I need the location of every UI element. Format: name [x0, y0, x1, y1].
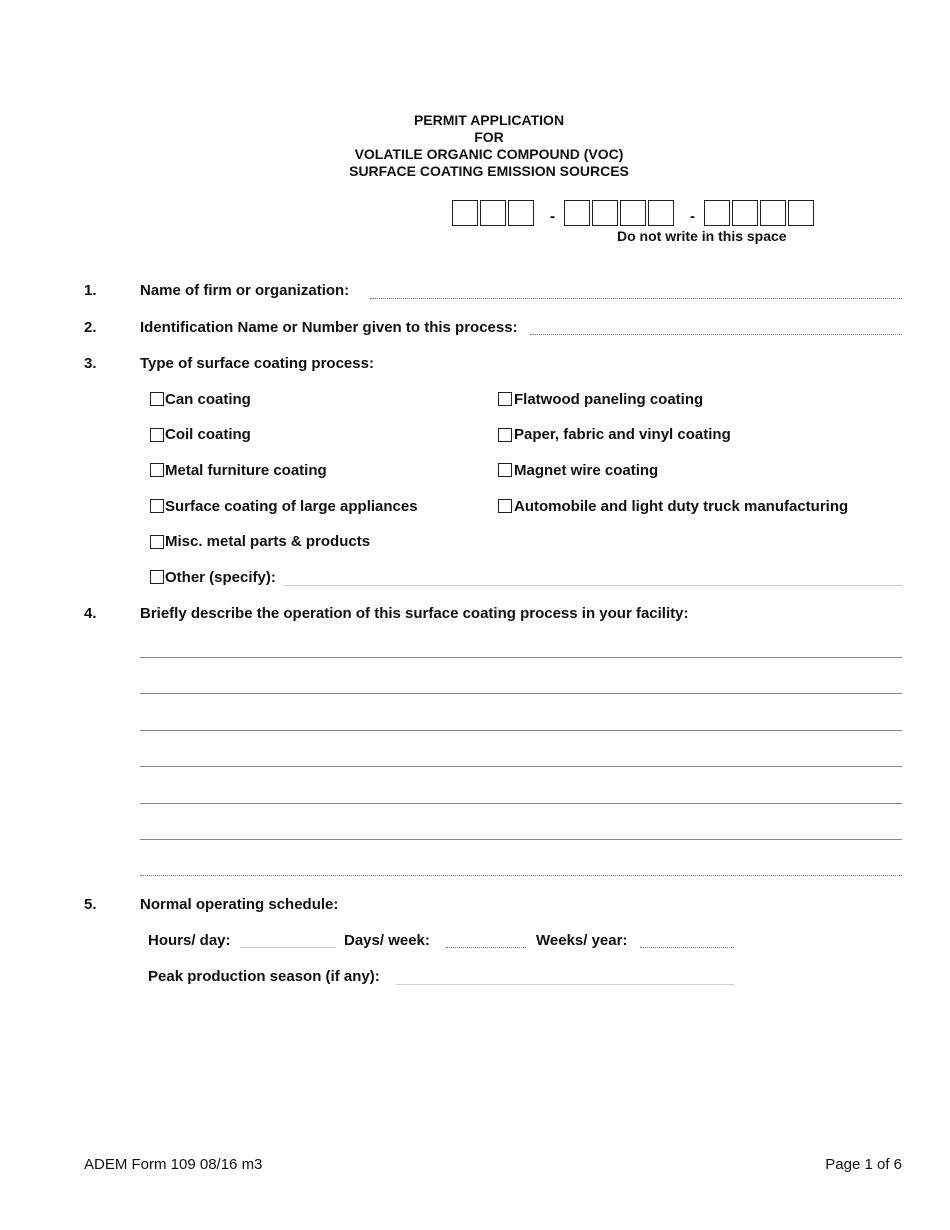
- metal-furniture-checkbox[interactable]: [150, 463, 164, 477]
- q4-number: 4.: [84, 605, 97, 622]
- form-id: ADEM Form 109 08/16 m3: [84, 1156, 263, 1173]
- misc-metal-checkbox[interactable]: [150, 535, 164, 549]
- description-line[interactable]: [140, 803, 902, 804]
- description-line[interactable]: [140, 875, 902, 876]
- other-specify-field[interactable]: [284, 585, 902, 586]
- title-line-2: FOR: [474, 129, 504, 145]
- office-box[interactable]: [732, 200, 758, 226]
- q2-label: Identification Name or Number given to this process:: [140, 319, 518, 336]
- weeks-per-year-field[interactable]: [640, 947, 734, 948]
- flatwood-label: Flatwood paneling coating: [514, 391, 704, 408]
- office-box[interactable]: [648, 200, 674, 226]
- q5-number: 5.: [84, 896, 97, 913]
- office-box[interactable]: [592, 200, 618, 226]
- description-line[interactable]: [140, 730, 902, 731]
- office-box[interactable]: [508, 200, 534, 226]
- days-per-week-label: Days/ week:: [344, 932, 430, 949]
- large-appliances-label: Surface coating of large appliances: [165, 498, 418, 515]
- q2-number: 2.: [84, 319, 97, 336]
- process-id-field[interactable]: [530, 334, 902, 335]
- office-use-note: Do not write in this space: [617, 228, 787, 244]
- other-label: Other (specify):: [165, 569, 276, 586]
- magnet-wire-checkbox[interactable]: [498, 463, 512, 477]
- office-box[interactable]: [788, 200, 814, 226]
- large-appliances-checkbox[interactable]: [150, 499, 164, 513]
- metal-furniture-label: Metal furniture coating: [165, 462, 327, 479]
- description-line[interactable]: [140, 693, 902, 694]
- q1-number: 1.: [84, 282, 97, 299]
- other-checkbox[interactable]: [150, 570, 164, 584]
- automobile-checkbox[interactable]: [498, 499, 512, 513]
- q5-label: Normal operating schedule:: [140, 896, 339, 913]
- office-box[interactable]: [760, 200, 786, 226]
- q3-number: 3.: [84, 355, 97, 372]
- office-box[interactable]: [480, 200, 506, 226]
- hours-per-day-label: Hours/ day:: [148, 932, 231, 949]
- title-line-4: SURFACE COATING EMISSION SOURCES: [349, 163, 629, 179]
- office-box[interactable]: [564, 200, 590, 226]
- description-line[interactable]: [140, 657, 902, 658]
- days-per-week-field[interactable]: [446, 947, 526, 948]
- office-separator: -: [690, 208, 695, 225]
- flatwood-checkbox[interactable]: [498, 392, 512, 406]
- peak-season-label: Peak production season (if any):: [148, 968, 380, 985]
- magnet-wire-label: Magnet wire coating: [514, 462, 659, 479]
- paper-fabric-vinyl-label: Paper, fabric and vinyl coating: [514, 426, 731, 443]
- automobile-label: Automobile and light duty truck manufacturing: [514, 498, 849, 515]
- coil-coating-checkbox[interactable]: [150, 428, 164, 442]
- title-line-3: VOLATILE ORGANIC COMPOUND (VOC): [354, 146, 624, 162]
- firm-name-field[interactable]: [370, 298, 902, 299]
- description-line[interactable]: [140, 839, 902, 840]
- page-number: Page 1 of 6: [825, 1156, 902, 1173]
- misc-metal-label: Misc. metal parts & products: [165, 533, 371, 550]
- office-separator: -: [550, 208, 555, 225]
- q4-label: Briefly describe the operation of this surface coating process in your facility:: [140, 605, 689, 622]
- paper-fabric-vinyl-checkbox[interactable]: [498, 428, 512, 442]
- office-box[interactable]: [704, 200, 730, 226]
- office-box[interactable]: [452, 200, 478, 226]
- q1-label: Name of firm or organization:: [140, 282, 350, 299]
- weeks-per-year-label: Weeks/ year:: [536, 932, 628, 949]
- can-coating-checkbox[interactable]: [150, 392, 164, 406]
- coil-coating-label: Coil coating: [165, 426, 251, 443]
- peak-season-field[interactable]: [396, 984, 734, 985]
- title-line-1: PERMIT APPLICATION: [413, 112, 565, 128]
- office-box[interactable]: [620, 200, 646, 226]
- description-line[interactable]: [140, 766, 902, 767]
- q3-label: Type of surface coating process:: [140, 355, 374, 372]
- can-coating-label: Can coating: [165, 391, 251, 408]
- hours-per-day-field[interactable]: [240, 947, 336, 948]
